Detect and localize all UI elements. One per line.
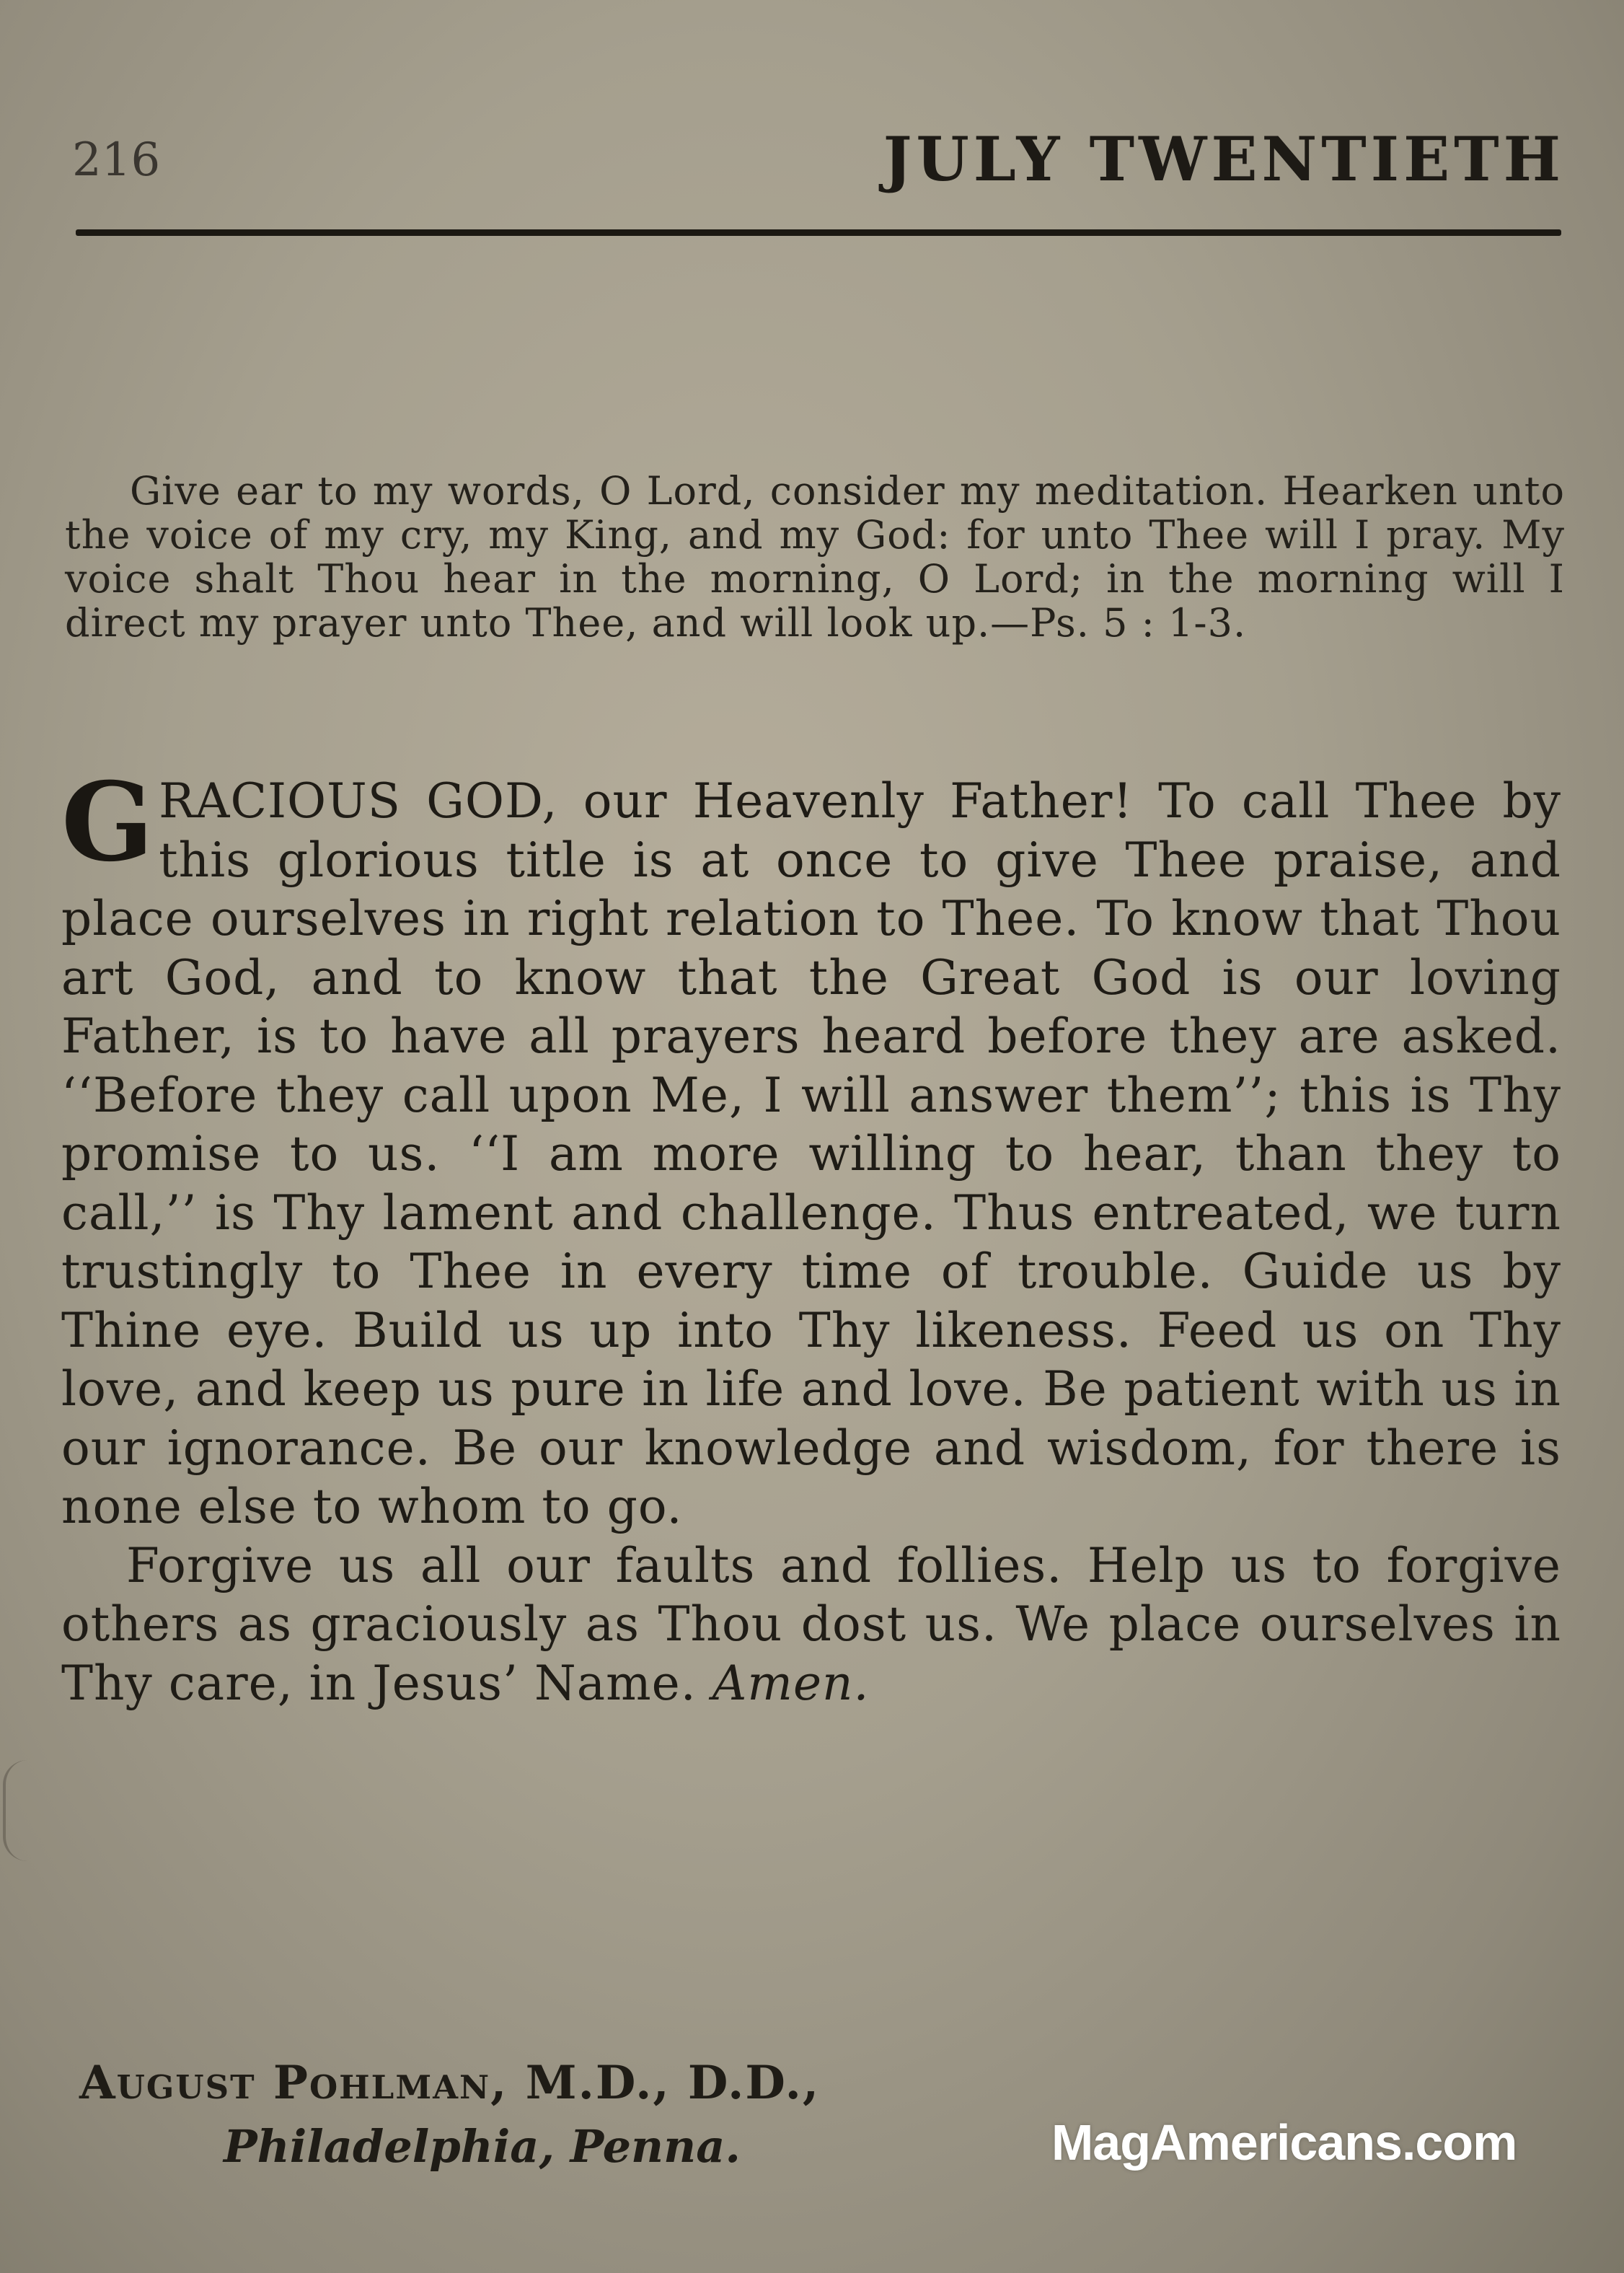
- prayer-paragraph-2: [61, 1536, 1561, 1713]
- prayer-body: [61, 759, 1561, 1713]
- prayer-paragraph-1: [61, 759, 1561, 1536]
- author-name: August Pohlman, M.D., D.D.,: [79, 2056, 821, 2110]
- watermark: MagAmericans.com: [1051, 2114, 1517, 2171]
- prayer-paragraph-2-text: Forgive us all our faults and follies. Help us to forgive others as graciously as Thou dost us. We place ourselves in Thy care, in Jesus’ Name.: [61, 1537, 1561, 1711]
- scripture-epigraph: Give ear to my words, O Lord, consider my meditation. Hearken unto the voice of my cry, my King, and my God: for unto Thee will I pray. My voice shalt Thou hear in the morning, O Lord; in the morning will I direct my prayer unto Thee, and will look up.—Ps. 5 : 1-3.: [65, 468, 1565, 646]
- prayer-paragraph-1-text: RACIOUS GOD, our Heavenly Father! To call Thee by this glorious title is at once to give Thee praise, and place ourselves in right relation to Thee. To know that Thou art God, and to know that the Great God is our loving Father, is to have all prayers heard before they are asked. ‘‘Before they call upon Me, I will answer them’’; this is Thy promise to us. ‘‘I am more willing to hear, than they to call,’’ is Thy lament and challenge. Thus entreated, we turn trustingly to Thee in every time of trouble. Guide us by Thine eye. Build us up into Thy likeness. Feed us on Thy love, and keep us pure in life and love. Be patient with us in our ignorance. Be our knowledge and wisdom, for there is none else to whom to go.: [61, 773, 1561, 1534]
- header-rule: [76, 229, 1561, 236]
- drop-cap: G: [61, 759, 155, 886]
- page-header: [72, 123, 1565, 220]
- page-edge-mark: [3, 1760, 27, 1861]
- signature: [79, 2056, 820, 2173]
- page-number: 216: [72, 133, 161, 187]
- amen: Amen.: [712, 1655, 870, 1711]
- running-title: JULY TWENTIETH: [883, 123, 1565, 195]
- author-location: Philadelphia, Penna.: [224, 2120, 741, 2173]
